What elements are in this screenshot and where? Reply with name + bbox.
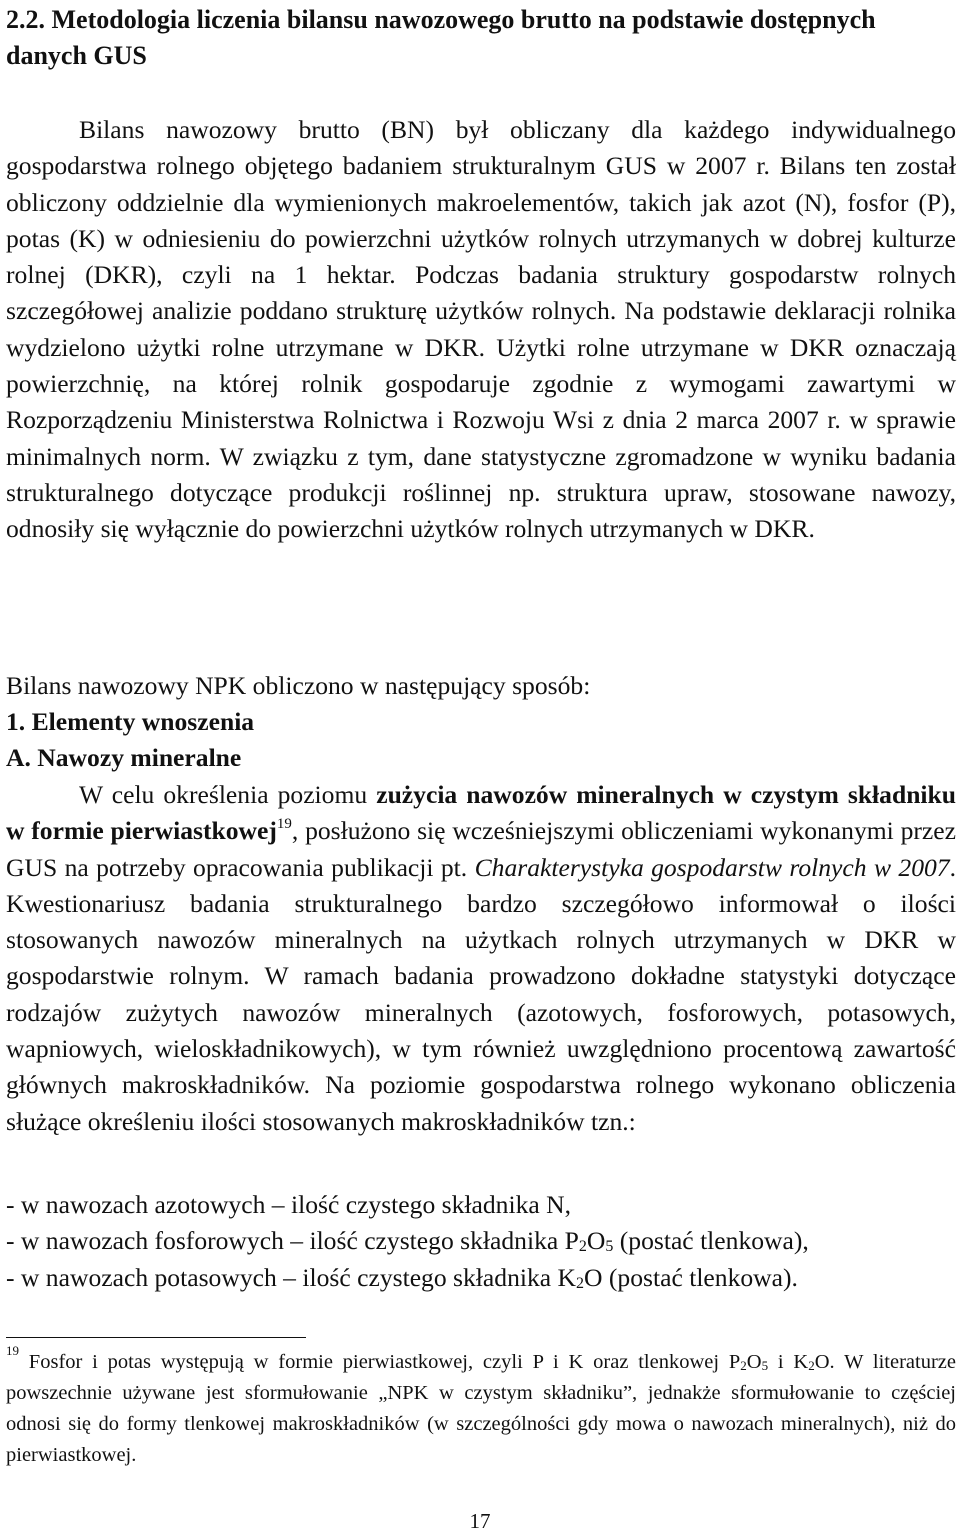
- subscript: 5: [761, 1358, 769, 1373]
- footnote-19: [6, 1343, 956, 1471]
- subheading-elements-input: 1. Elementy wnoszenia: [6, 707, 255, 736]
- subscript: 2: [576, 1275, 585, 1292]
- para-after-ref: , posłużono się wcześniejszymi obliczeniami wykonanymi przez GUS na potrzeby opracowania publikacji pt.: [6, 816, 956, 882]
- footnote-text: O.: [814, 1351, 835, 1373]
- page-number: 17: [469, 1509, 491, 1533]
- list-item-text: O: [586, 1226, 606, 1255]
- footnote-reference[interactable]: 19: [276, 815, 292, 832]
- footnote-number: 19: [6, 1343, 19, 1359]
- list-item-nitrogen: - w nawozach azotowych – ilość czystego składnika N,: [6, 1190, 572, 1219]
- para-lead: W celu określenia poziomu: [79, 780, 377, 809]
- publication-title: Charakterystyka gospodarstw rolnych w 2007: [474, 852, 950, 882]
- footnote-text: W literaturze powszechnie używane jest sformułowanie „NPK w czystym składniku”, jednakże sformułowanie to częściej odnosi się do formy tlenkowej makroskładników (w szczególności gdy mowa o nawozach mineralnych), niż do pierwiastkowej.: [6, 1351, 956, 1466]
- list-item-potassium: [6, 1260, 956, 1296]
- bold-term: zużycia nawozów mineralnych w czystym składniku w formie pierwiastkowej: [6, 780, 957, 846]
- para-rest: . Kwestionariusz badania strukturalnego bardzo szczegółowo informował o ilości stosowanych nawozów mineralnych na użytkach rolnych utrzymanych w DKR w gospodarstwie rolnym. W ramach badania prowadzono dokładne statystyki dotyczące rodzajów zużytych nawozów mineralnych (azotowych, fosforowych, potasowych, wapniowych, wieloskładnikowych), w tym również uwzględniono procentową zawartość głównych makroskładników. Na poziomie gospodarstwa rolnego wykonano obliczenia służące określeniu ilości stosowanych makroskładników tzn.:: [6, 852, 956, 1136]
- footnote-text: Fosfor i potas występują w formie pierwiastkowej, czyli P i K oraz tlenkowej P: [19, 1351, 741, 1373]
- main-paragraph: Bilans nawozowy brutto (BN) był obliczany dla każdego indywidualnego gospodarstwa rolnego objętego badaniem strukturalnym GUS w 2007 r. Bilans ten został obliczony oddzielnie dla wymienionych makroelementów, takich jak azot (N), fosfor (P), potas (K) w odniesieniu do powierzchni użytków rolnych utrzymanych w dobrej kulturze rolnej (DKR), czyli na 1 hektar. Podczas badania struktury gospodarstw rolnych szczegółowej analizie poddano strukturę użytków rolnych. Na podstawie deklaracji rolnika wydzielono użytki rolne utrzymane w DKR. Użytki rolne utrzymane w DKR oznaczają powierzchnię, na której rolnik gospodaruje zgodnie z wymogami zawartymi w Rozporządzeniu Ministerstwa Rolnictwa i Rozwoju Wsi z dnia 2 marca 2007 r. w sprawie minimalnych norm. W związku z tym, dane statystyczne zgromadzone w wyniku badania strukturalnego dotyczące produkcji roślinnej np. struktura upraw, stosowane nawozy, odnosiły się wyłącznie do powierzchni użytków rolnych utrzymanych w DKR.: [6, 115, 956, 544]
- section-heading: 2.2. Metodologia liczenia bilansu nawozowego brutto na podstawie dostępnych danych GUS: [6, 5, 876, 70]
- mineral-fertilizers-paragraph: [6, 777, 956, 1140]
- list-item-text: (postać tlenkowa),: [613, 1226, 809, 1255]
- npk-intro: Bilans nawozowy NPK obliczono w następujący sposób:: [6, 671, 591, 700]
- footnote-divider: [6, 1337, 306, 1338]
- list-item-text: - w nawozach potasowych – ilość czystego składnika K: [6, 1263, 577, 1292]
- subscript: 2: [740, 1358, 747, 1373]
- subheading-mineral-fertilizers: A. Nawozy mineralne: [6, 743, 242, 772]
- subscript: 5: [605, 1238, 614, 1255]
- list-item-phosphorus: [6, 1223, 956, 1259]
- footnote-text: O: [746, 1351, 762, 1373]
- list-item-text: - w nawozach fosforowych – ilość czystego składnika P: [6, 1226, 579, 1255]
- subscript: 2: [578, 1238, 587, 1255]
- subscript: 2: [808, 1358, 815, 1373]
- list-item-text: O (postać tlenkowa).: [584, 1263, 798, 1292]
- footnote-text: i K: [768, 1351, 809, 1373]
